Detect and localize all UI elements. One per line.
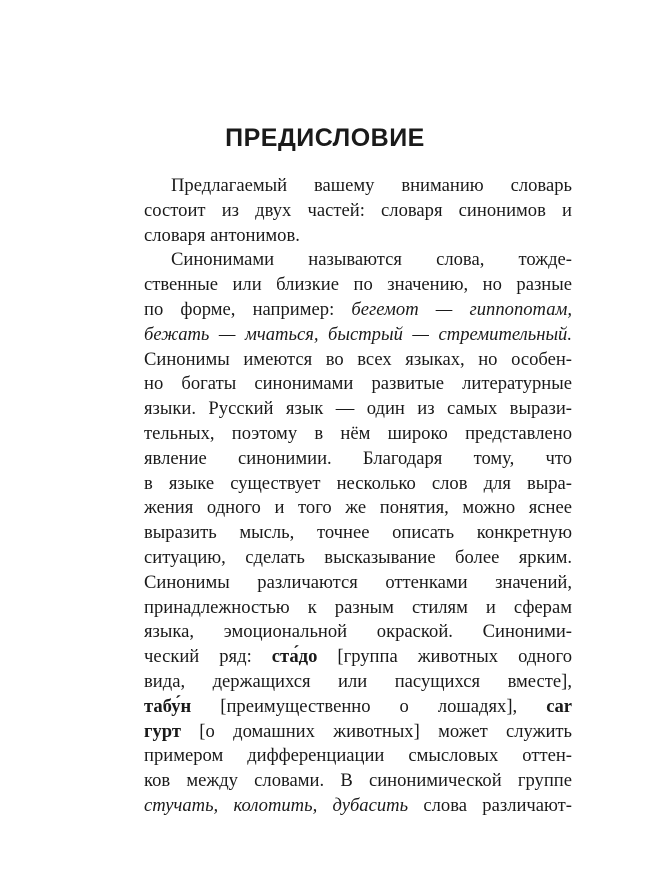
text-run: слова различают- [408,794,572,816]
text-line [144,521,572,546]
text-run: ситуацию, сделать высказывание более ярким. [144,546,572,568]
text-run: ков между словами. В синонимической группе [144,770,572,792]
preface-text [144,174,572,819]
text-line [144,248,572,273]
text-line [144,695,572,720]
text-run: вида, держащихся или пасущихся вместе], [144,670,572,692]
text-run: жения одного и того же понятия, можно яснее [144,497,572,519]
text-line [144,769,572,794]
text-line [144,546,572,571]
text-line [144,744,572,769]
text-line [144,422,572,447]
text-run: Синонимы различаются оттенками значений, [144,571,572,593]
text-run: тельных, поэтому в нём широко представлено [144,422,572,444]
text-line [144,447,572,472]
text-run: ственные или близкие по значению, но разные [144,274,572,296]
text-line [144,372,572,397]
example-italic: бежать — мчаться, быстрый — стремительный. [144,323,572,345]
text-line [144,596,572,621]
text-line [144,323,572,348]
text-line [144,670,572,695]
text-line [144,571,572,596]
text-line [144,794,572,819]
text-line [144,224,572,249]
text-run: [о домашних животных] может служить [180,720,572,742]
text-line [144,174,572,199]
example-italic: стучать, колотить, дубасить [144,794,409,816]
text-run: языки. Русский язык — один из самых вырази- [144,398,572,420]
text-line [144,348,572,373]
text-run: принадлежностью к разным стилям и сферам [144,596,572,618]
text-run: по форме, например: [144,298,352,320]
text-run: но богаты синонимами развитые литературные [144,373,572,395]
text-run: Синонимами называются слова, тожде- [171,249,572,271]
text-line [144,496,572,521]
headword-bold: табу́н [144,695,192,717]
text-run: ческий ряд: [144,646,272,668]
example-italic: бегемот — гиппопотам, [351,298,573,320]
text-run: [преимущественно о лошадях], [191,695,547,717]
text-run: состоит из двух частей: словаря синонимов и [144,199,572,221]
text-line [144,620,572,645]
text-run: примером дифференциации смысловых оттен- [144,745,572,767]
text-line [144,298,572,323]
headword-bold: car [546,695,572,717]
text-run: языка, эмоциональной окраской. Синоними- [144,621,572,643]
text-line [144,720,572,745]
headword-bold: ста́до [271,646,318,668]
text-line [144,472,572,497]
page-title: ПРЕДИСЛОВИЕ [225,124,425,152]
headword-bold: гурт [144,720,181,742]
text-run: в языке существует несколько слов для выра- [144,472,572,494]
text-line [144,199,572,224]
text-run: [группа животных одного [317,646,573,668]
text-run: явление синонимии. Благодаря тому, что [144,447,572,469]
text-run: выразить мысль, точнее описать конкретную [144,522,572,544]
text-line [144,645,572,670]
text-run: Синонимы имеются во всех языках, но особен- [144,348,572,370]
text-line [144,397,572,422]
text-run: словаря антонимов. [144,224,300,246]
text-run: Предлагаемый вашему вниманию словарь [171,175,572,196]
text-line [144,273,572,298]
